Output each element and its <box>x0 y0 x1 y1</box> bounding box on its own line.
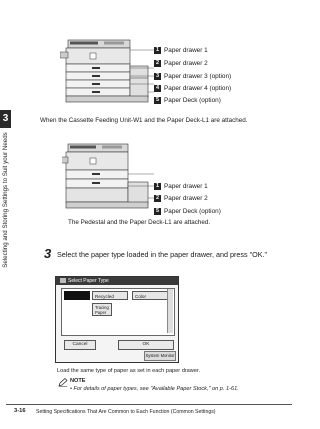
note-text <box>70 386 239 392</box>
callout-badge: 1 <box>155 46 160 53</box>
callout-drawer-1 <box>154 46 208 54</box>
callout-badge: 4 <box>155 84 160 91</box>
system-monitor-button[interactable]: System Monitor <box>144 351 176 361</box>
figure-1-caption: When the Cassette Feeding Unit-W1 and the Paper Deck-L1 are attached. <box>40 117 248 124</box>
paper-type-option-recycled[interactable]: Recycled <box>92 291 128 300</box>
callout-label: Paper drawer 2 <box>164 194 208 202</box>
figure-2-caption: The Pedestal and the Paper Deck-L1 are attached. <box>68 219 211 226</box>
bullet: • <box>70 386 74 392</box>
callout-label: Paper Deck (option) <box>164 207 221 215</box>
callout-drawer-4 <box>154 84 231 92</box>
callout-drawer-1 <box>154 182 208 190</box>
callout-badge: 5 <box>155 207 160 214</box>
callout-badge: 1 <box>155 182 160 189</box>
callout-label: Paper drawer 1 <box>164 46 208 54</box>
callout-badge: 2 <box>155 194 160 201</box>
callout-paper-deck <box>154 207 221 215</box>
footer-rule <box>6 404 292 405</box>
paper-type-option-tracing[interactable]: Tracing Paper <box>92 303 112 316</box>
footer-title: Setting Specifications That Are Common to Each Function (Common Settings) <box>36 409 216 415</box>
callout-badge: 3 <box>155 72 160 79</box>
callout-label: Paper drawer 4 (option) <box>164 84 232 92</box>
callout-drawer-2 <box>154 59 208 67</box>
note-heading: NOTE <box>70 378 86 384</box>
touch-panel-screen <box>55 276 179 363</box>
screen-title: Select Paper Type <box>68 278 109 284</box>
step-number: 3 <box>44 246 52 261</box>
note-pencil-icon <box>58 378 68 387</box>
callout-label: Paper Deck (option) <box>164 96 221 104</box>
selected-paper-type-button[interactable] <box>64 291 90 300</box>
callout-label: Paper drawer 2 <box>164 59 208 67</box>
paper-type-option-color[interactable]: Color <box>132 291 168 300</box>
copier-illustration-cassette-unit <box>60 38 155 110</box>
chapter-number-tab: 3 <box>0 110 11 128</box>
screen-title-icon <box>60 278 66 283</box>
list-scrollbar[interactable] <box>167 289 173 333</box>
callout-badge: 5 <box>155 96 160 103</box>
note-body: For details of paper types, see "Available Paper Stock," on p. 1-61. <box>73 386 239 392</box>
callout-label: Paper drawer 1 <box>164 182 208 190</box>
cancel-button[interactable]: Cancel <box>64 340 96 350</box>
callout-paper-deck <box>154 96 221 104</box>
ok-button[interactable]: OK <box>118 340 174 350</box>
screen-title-bar <box>56 277 178 285</box>
callout-drawer-3 <box>154 72 231 80</box>
copier-illustration-pedestal <box>62 142 155 214</box>
chapter-title-vertical: Selecting and Storing Settings to Suit your Needs <box>2 132 9 268</box>
step-instruction: Select the paper type loaded in the paper drawer, and press "OK." <box>57 250 268 259</box>
page-number: 3-16 <box>14 408 26 414</box>
step-note-text: Load the same type of paper as set in each paper drawer. <box>57 368 201 374</box>
callout-badge: 2 <box>155 59 160 66</box>
callout-drawer-2 <box>154 194 208 202</box>
callout-label: Paper drawer 3 (option) <box>164 72 232 80</box>
